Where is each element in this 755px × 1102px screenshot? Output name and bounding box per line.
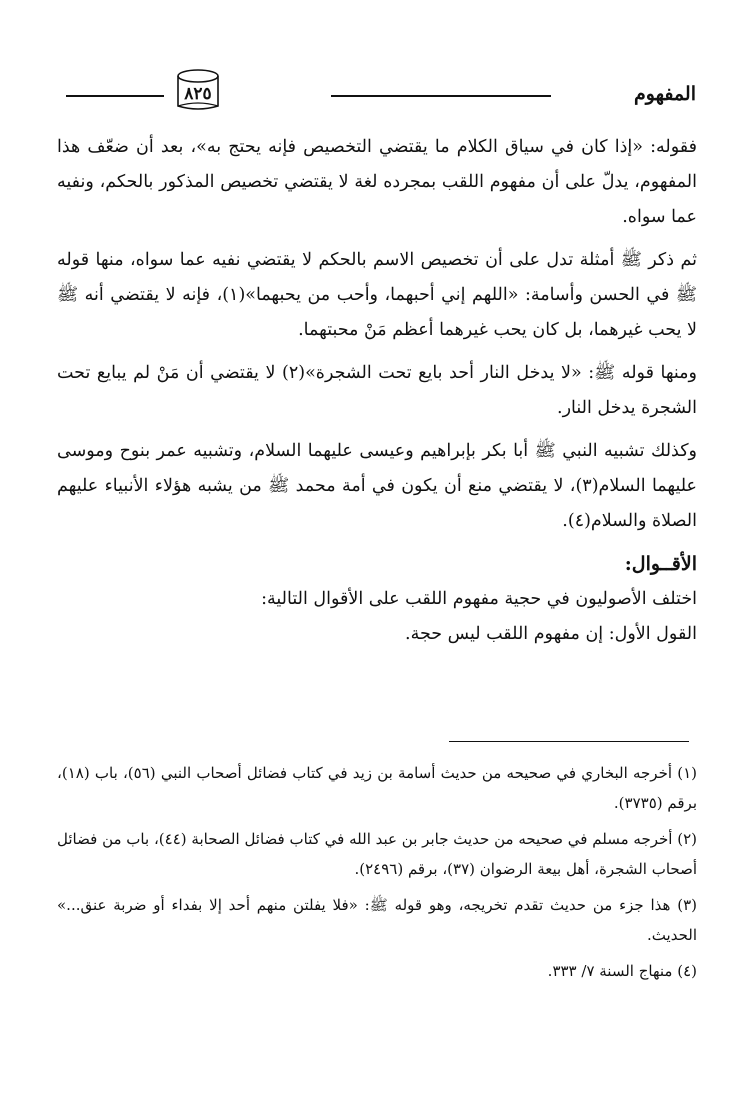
page-number-frame [174, 68, 222, 112]
main-text [57, 130, 697, 652]
paragraph: فقوله: «إذا كان في سياق الكلام ما يقتضي التخصيص فإنه يحتج به»، بعد أن ضعّف هذا المفهوم، يدلّ على أن مفهوم اللقب بمجرده لغة لا يقتضي تخصيص المذكور بالحكم، ونفيه عما سواه. [57, 137, 697, 227]
paragraph: اختلف الأصوليون في حجية مفهوم اللقب على الأقوال التالية: [261, 589, 697, 609]
paragraph: ثم ذكر ﷺ أمثلة تدل على أن تخصيص الاسم بالحكم لا يقتضي نفيه عما سواه، منها قوله ﷺ في الحسن وأسامة: «اللهم إني أحبهما، وأحب من يحبهما»(١)، فإنه لا يقتضي أنه ﷺ لا يحب غيرهما، بل كان يحب غيرهما أعظم مَنْ محبتهما. [57, 250, 697, 340]
footnote: (٢) أخرجه مسلم في صحيحه من حديث جابر بن عبد الله في كتاب فضائل الصحابة (٤٤)، باب من فضائل أصحاب الشجرة، أهل بيعة الرضوان (٣٧)، برقم (٢٤٩٦). [57, 830, 697, 878]
page-header [66, 62, 696, 112]
header-rule-right [331, 95, 551, 97]
footnotes [57, 758, 697, 992]
paragraph: ومنها قوله ﷺ: «لا يدخل النار أحد بايع تحت الشجرة»(٢) لا يقتضي أن مَنْ لم يبايع تحت الشجرة يدخل النار. [57, 363, 697, 418]
paragraph: وكذلك تشبيه النبي ﷺ أبا بكر بإبراهيم وعيسى عليهما السلام، وتشبيه عمر بنوح وموسى عليهما السلام(٣)، لا يقتضي منع أن يكون في أمة محمد ﷺ من يشبه هؤلاء الأنبياء عليهم الصلاة والسلام(٤). [57, 441, 697, 531]
footnote: (٣) هذا جزء من حديث تقدم تخريجه، وهو قوله ﷺ: «فلا يفلتن منهم أحد إلا بفداء أو ضربة عنق...» الحديث. [57, 896, 697, 944]
chapter-title: المفهوم [633, 83, 696, 105]
page-number: ٨٢٥ [184, 84, 212, 104]
section-heading: الأقــوال: [624, 553, 697, 575]
footnote: (٤) منهاج السنة ٧/ ٣٣٣. [547, 962, 697, 980]
header-rule-left [66, 95, 164, 97]
footnote: (١) أخرجه البخاري في صحيحه من حديث أسامة بن زيد في كتاب فضائل أصحاب النبي (٥٦)، باب (١٨)، برقم (٣٧٣٥). [57, 764, 697, 812]
paragraph: القول الأول: إن مفهوم اللقب ليس حجة. [405, 624, 697, 644]
footnote-divider [449, 741, 689, 742]
